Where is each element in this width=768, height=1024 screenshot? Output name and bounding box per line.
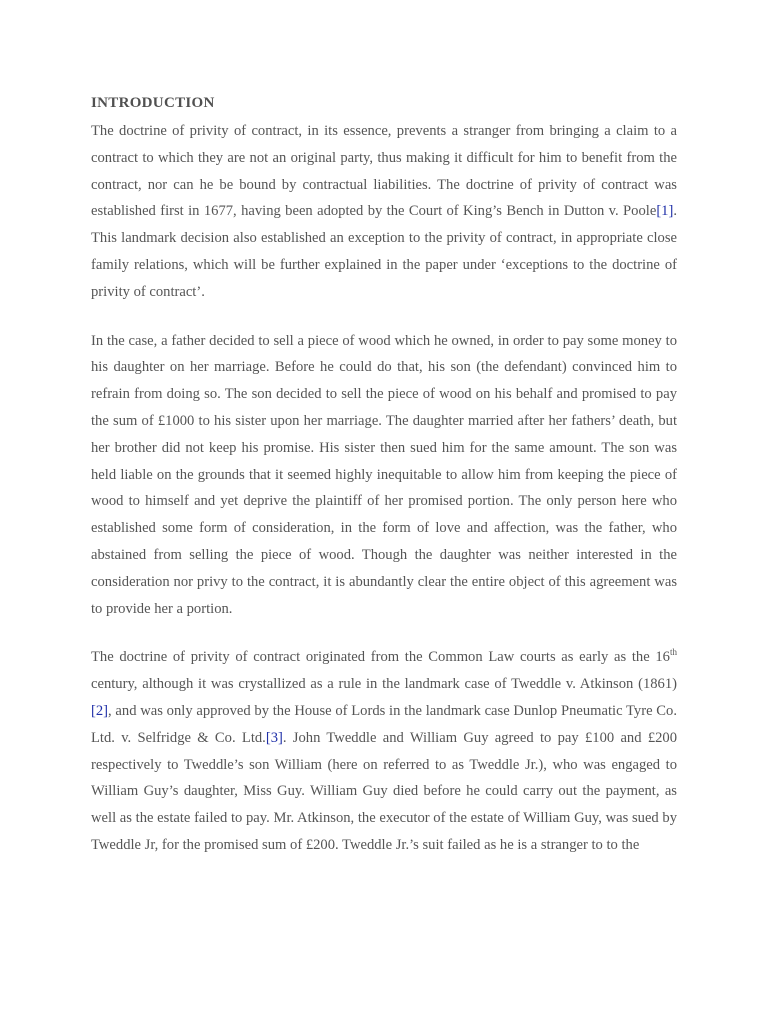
footnote-ref-1[interactable]: [1]: [656, 203, 674, 220]
paragraph-3: [91, 644, 677, 858]
paragraph-3-text-d: . John Tweddle and William Guy agreed to pay £100 and £200 respectively to Tweddle’s son William (here on referred to as Tweddle Jr.), who was engaged to William Guy’s daughter, Miss Guy. William Guy died before he could carry out the payment, as well as the estate failed to pay. Mr. Atkinson, the executor of the estate of William Guy, was sued by Tweddle Jr, for the promised sum of £200. Tweddle Jr.’s suit failed as he is a stranger to to the: [91, 729, 678, 853]
paragraph-2: In the case, a father decided to sell a piece of wood which he owned, in order to pay some money to his daughter on her marriage. Before he could do that, his son (the defendant) convinced him to refrain from doing so. The son decided to sell the piece of wood on his behalf and promised to pay the sum of £1000 to his sister upon her marriage. The daughter married after her fathers’ death, but her brother did not keep his promise. His sister then sued him for the same amount. The son was held liable on the grounds that it seemed highly inequitable to allow him from keeping the piece of wood to himself and yet deprive the plaintiff of her promised portion. The only person here who established some form of consideration, in the form of love and affection, was the father, who abstained from selling the piece of wood. Though the daughter was neither interested in the consideration nor privy to the contract, it is abundantly clear the entire object of this agreement was to provide her a portion.: [91, 332, 677, 617]
ordinal-superscript: th: [669, 647, 677, 658]
footnote-ref-2[interactable]: [2]: [91, 702, 109, 719]
section-heading: INTRODUCTION: [91, 95, 215, 111]
footnote-ref-3[interactable]: [3]: [265, 729, 283, 746]
paragraph-1-text-a: The doctrine of privity of contract, in its essence, prevents a stranger from bringing a claim to a contract to which they are not an original party, thus making it difficult for him to benefit from the contract, nor can he be bound by contractual liabilities. The doctrine of privity of contract was established first in 1677, having been adopted by the Court of King’s Bench in Dutton v. Poole: [91, 123, 677, 220]
document-page: [91, 92, 677, 881]
paragraph-1: [91, 118, 677, 306]
paragraph-1-text-b: . This landmark decision also established an exception to the privity of contract, in appropriate close family relations, which will be further explained in the paper under ‘exceptions to the doctrine of privity of contract’.: [91, 203, 677, 300]
paragraph-3-text-b: century, although it was crystallized as a rule in the landmark case of Tweddle v. Atkinson (1861): [91, 676, 677, 693]
paragraph-3-text-c: , and was only approved by the House of Lords in the landmark case Dunlop Pneumatic Tyre Co. Ltd. v. Selfridge & Co. Ltd.: [91, 702, 677, 746]
paragraph-3-text-a: The doctrine of privity of contract originated from the Common Law courts as early as the 16: [91, 649, 670, 666]
